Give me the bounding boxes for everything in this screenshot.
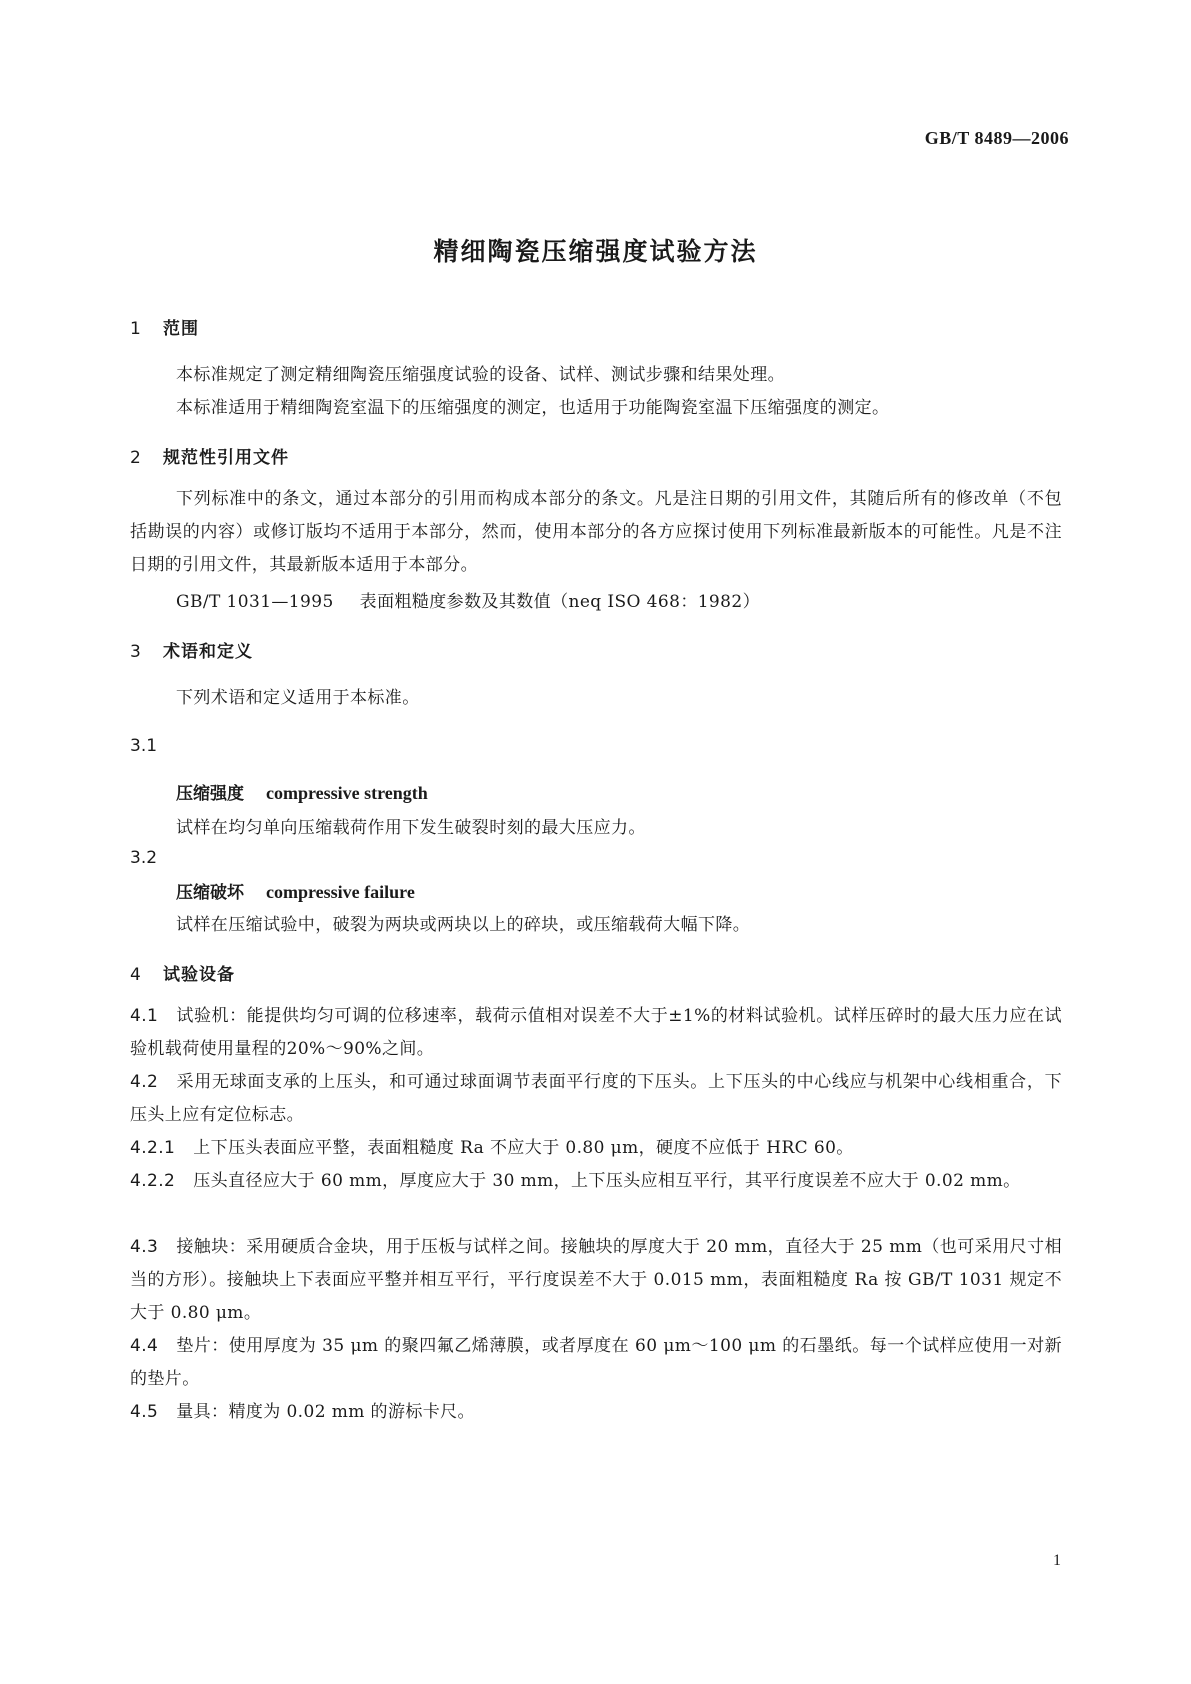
clause-number: 4.1: [130, 1006, 159, 1026]
standard-number: GB/T 8489—2006: [924, 128, 1069, 148]
clause-text: 量具：精度为 0.02 mm 的游标卡尺。: [176, 1402, 475, 1422]
page-number: 1: [1053, 1552, 1061, 1569]
clause-4-2: [130, 1066, 1062, 1132]
term-zh: 压缩强度: [176, 784, 244, 804]
scope-paragraph-2: 本标准适用于精细陶瓷室温下的压缩强度的测定，也适用于功能陶瓷室温下压缩强度的测定。: [176, 398, 890, 418]
terms-intro: 下列术语和定义适用于本标准。: [176, 688, 420, 708]
clause-4-5: [130, 1396, 1062, 1429]
section-4-heading: [130, 960, 235, 985]
section-title: 范围: [163, 319, 199, 339]
term-en: compressive strength: [266, 783, 428, 803]
term-3-1-number: 3.1: [130, 736, 158, 756]
term-3-1-definition: 试样在均匀单向压缩载荷作用下发生破裂时刻的最大压应力。: [176, 818, 646, 838]
clause-text: 垫片：使用厚度为 35 μm 的聚四氟乙烯薄膜，或者厚度在 60 μm～100 μm 的石墨纸。每一个试样应使用一对新的垫片。: [130, 1336, 1062, 1389]
clause-4-2-2: [130, 1165, 1062, 1198]
clause-number: 4.4: [130, 1336, 159, 1356]
clause-4-4: [130, 1330, 1062, 1396]
section-title: 规范性引用文件: [163, 448, 289, 468]
term-3-1-name: [176, 779, 428, 804]
clause-number: 4.2: [130, 1072, 159, 1092]
section-3-heading: [130, 637, 253, 662]
clause-4-1: [130, 1000, 1062, 1066]
section-number: 2: [130, 448, 142, 468]
clause-number: 4.2.2: [130, 1171, 176, 1191]
reference-title: 表面粗糙度参数及其数值（neq ISO 468：1982）: [359, 592, 760, 612]
reference-entry: [176, 587, 760, 612]
clause-number: 4.5: [130, 1402, 159, 1422]
scope-paragraph-1: 本标准规定了测定精细陶瓷压缩强度试验的设备、试样、测试步骤和结果处理。: [176, 365, 785, 385]
term-3-2-name: [176, 878, 415, 903]
clause-number: 4.3: [130, 1237, 159, 1257]
clause-number: 4.2.1: [130, 1138, 176, 1158]
normative-references-paragraph: 下列标准中的条文，通过本部分的引用而构成本部分的条文。凡是注日期的引用文件，其随后所有的修改单（不包括勘误的内容）或修订版均不适用于本部分，然而，使用本部分的各方应探讨使用下列标准最新版本的可能性。凡是不注日期的引用文件，其最新版本适用于本部分。: [130, 489, 1062, 575]
clause-4-3: [130, 1231, 1062, 1330]
clause-text: 上下压头表面应平整，表面粗糙度 Ra 不应大于 0.80 μm，硬度不应低于 HRC 60。: [193, 1138, 854, 1158]
section-number: 1: [130, 319, 142, 339]
clause-4-2-1: [130, 1132, 1062, 1165]
section-title: 试验设备: [163, 965, 235, 985]
section-1-heading: [130, 314, 199, 339]
section-2-heading: [130, 443, 289, 468]
clause-text: 试验机：能提供均匀可调的位移速率，载荷示值相对误差不大于±1%的材料试验机。试样压碎时的最大压力应在试验机载荷使用量程的20%～90%之间。: [130, 1006, 1062, 1059]
term-zh: 压缩破坏: [176, 883, 244, 903]
term-3-2-definition: 试样在压缩试验中，破裂为两块或两块以上的碎块，或压缩载荷大幅下降。: [176, 915, 751, 935]
term-3-2-number: 3.2: [130, 848, 158, 868]
reference-code: GB/T 1031—1995: [176, 592, 334, 612]
clause-text: 接触块：采用硬质合金块，用于压板与试样之间。接触块的厚度大于 20 mm，直径大于 25 mm（也可采用尺寸相当的方形）。接触块上下表面应平整并相互平行，平行度误差不大于 0.015 mm，表面粗糙度 Ra 按 GB/T 1031 规定不大于 0.80 μm。: [130, 1237, 1062, 1323]
clause-text: 压头直径应大于 60 mm，厚度应大于 30 mm，上下压头应相互平行，其平行度误差不应大于 0.02 mm。: [193, 1171, 1021, 1191]
term-en: compressive failure: [266, 882, 415, 902]
section-number: 3: [130, 642, 142, 662]
section-title: 术语和定义: [163, 642, 253, 662]
section-number: 4: [130, 965, 142, 985]
clause-text: 采用无球面支承的上压头，和可通过球面调节表面平行度的下压头。上下压头的中心线应与机架中心线相重合，下压头上应有定位标志。: [130, 1072, 1062, 1125]
document-title: 精细陶瓷压缩强度试验方法: [433, 237, 758, 266]
